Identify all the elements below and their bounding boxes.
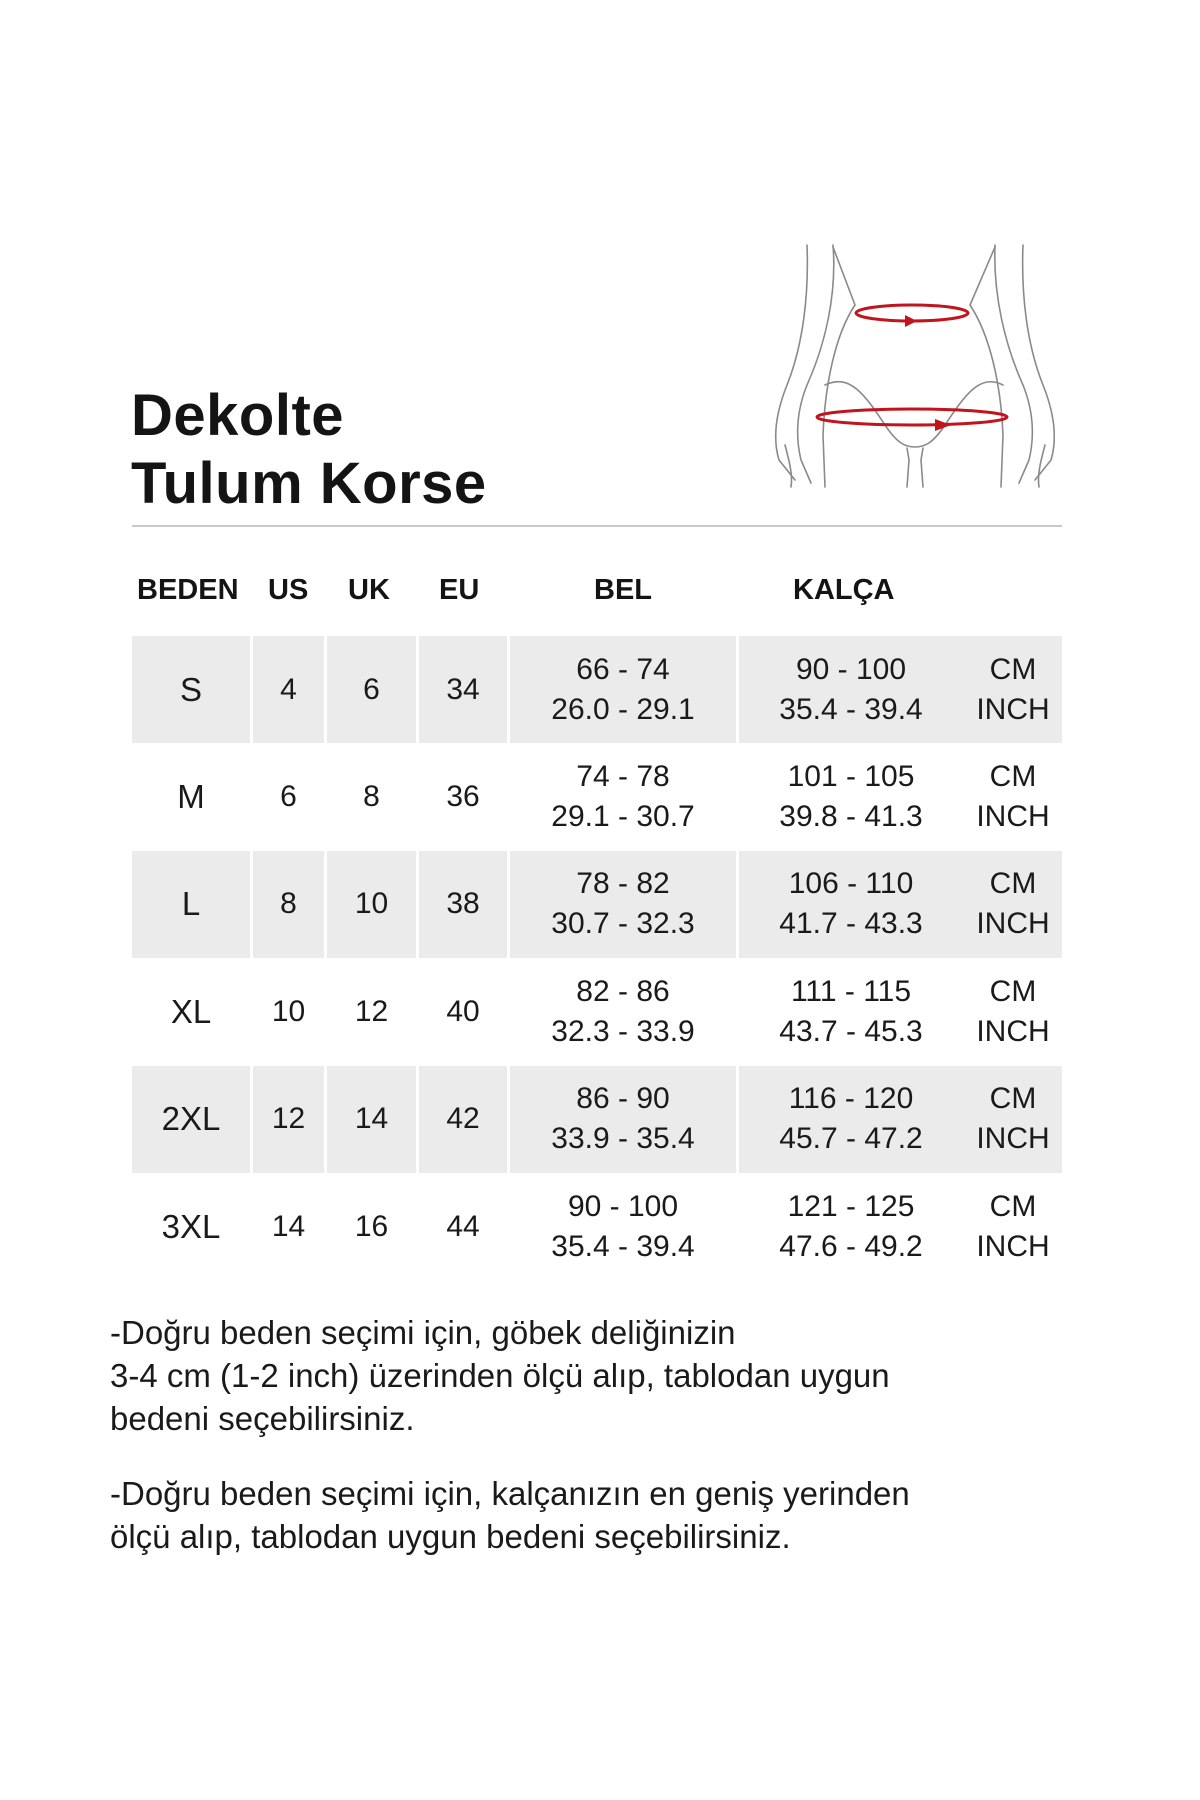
note-hip [110, 1472, 1110, 1558]
cell-kalca [739, 958, 1062, 1065]
cell-us: 14 [271, 1209, 306, 1243]
unit-cm: CM [989, 1082, 1037, 1116]
note-waist [110, 1311, 1110, 1440]
cell-us: 12 [253, 1066, 324, 1173]
kalca-inch: 45.7 - 47.2 [779, 1122, 923, 1156]
note-line: 3-4 cm (1-2 inch) üzerinden ölçü alıp, tablodan uygun [110, 1357, 890, 1394]
table-row [132, 851, 1062, 958]
size-table [132, 636, 1062, 1280]
note-line: ölçü alıp, tablodan uygun bedeni seçebilirsiniz. [110, 1518, 791, 1555]
cell-uk: 14 [327, 1066, 416, 1173]
cell-kalca [739, 743, 1062, 850]
cell-size: L [132, 851, 250, 958]
cell-size: S [132, 636, 250, 743]
table-header [0, 574, 1200, 614]
header-us: US [268, 574, 309, 606]
bel-cm: 66 - 74 [576, 652, 670, 686]
title-line-1: Dekolte [131, 383, 345, 448]
cell-bel [510, 958, 736, 1065]
waist-arrow-icon [905, 315, 917, 327]
table-row [132, 958, 1062, 1065]
unit-inch: INCH [976, 692, 1050, 726]
cell-eu: 42 [419, 1066, 507, 1173]
title-divider [132, 525, 1062, 527]
kalca-inch: 47.6 - 49.2 [779, 1229, 923, 1263]
header-uk: UK [348, 574, 390, 606]
cell-kalca [739, 636, 1062, 743]
note-line: bedeni seçebilirsiniz. [110, 1400, 415, 1437]
cell-size: 3XL [161, 1207, 221, 1245]
kalca-inch: 39.8 - 41.3 [779, 800, 923, 834]
cell-bel [510, 636, 736, 743]
cell-bel [510, 851, 736, 958]
cell-bel [510, 743, 736, 850]
cell-us: 8 [253, 851, 324, 958]
kalca-inch: 43.7 - 45.3 [779, 1014, 923, 1048]
header-bel: BEL [594, 574, 652, 606]
cell-eu: 40 [446, 994, 480, 1028]
table-row [132, 743, 1062, 850]
cell-us: 6 [280, 780, 297, 814]
header-eu: EU [439, 574, 480, 606]
kalca-inch: 35.4 - 39.4 [779, 692, 923, 726]
table-row [132, 1066, 1062, 1173]
body-measurement-icon [765, 235, 1055, 490]
kalca-cm: 101 - 105 [787, 760, 915, 794]
cell-eu: 38 [419, 851, 507, 958]
unit-inch: INCH [976, 1122, 1050, 1156]
unit-cm: CM [989, 974, 1037, 1008]
cell-us: 4 [253, 636, 324, 743]
unit-inch: INCH [976, 800, 1050, 834]
cell-bel [510, 1066, 736, 1173]
bel-cm: 82 - 86 [576, 974, 670, 1008]
bel-cm: 78 - 82 [576, 867, 670, 901]
bel-inch: 29.1 - 30.7 [551, 800, 695, 834]
cell-kalca [739, 1066, 1062, 1173]
unit-cm: CM [989, 760, 1037, 794]
unit-inch: INCH [976, 1014, 1050, 1048]
bel-inch: 33.9 - 35.4 [551, 1122, 695, 1156]
product-title [131, 382, 487, 518]
note-line: -Doğru beden seçimi için, kalçanızın en geniş yerinden [110, 1475, 910, 1512]
kalca-cm: 90 - 100 [795, 652, 907, 686]
table-row [132, 636, 1062, 743]
unit-cm: CM [989, 867, 1037, 901]
cell-size: 2XL [132, 1066, 250, 1173]
unit-cm: CM [989, 652, 1037, 686]
note-line: -Doğru beden seçimi için, göbek deliğinizin [110, 1314, 736, 1351]
kalca-cm: 116 - 120 [788, 1082, 914, 1116]
bel-cm: 86 - 90 [576, 1082, 670, 1116]
bel-cm: 74 - 78 [576, 760, 670, 794]
cell-size: M [177, 778, 205, 816]
header-size: BEDEN [137, 574, 239, 606]
cell-bel [510, 1173, 736, 1280]
cell-eu: 34 [419, 636, 507, 743]
unit-inch: INCH [976, 907, 1050, 941]
cell-eu: 44 [446, 1209, 480, 1243]
bel-inch: 30.7 - 32.3 [551, 907, 695, 941]
cell-uk: 12 [354, 994, 389, 1028]
cell-uk: 8 [363, 780, 380, 814]
header-kalca: KALÇA [793, 574, 895, 606]
cell-kalca [739, 851, 1062, 958]
bel-inch: 35.4 - 39.4 [551, 1229, 695, 1263]
table-row [132, 1173, 1062, 1280]
cell-size: XL [170, 992, 212, 1030]
cell-kalca [739, 1173, 1062, 1280]
title-line-2: Tulum Korse [131, 451, 487, 516]
kalca-cm: 111 - 115 [790, 974, 912, 1008]
cell-uk: 10 [327, 851, 416, 958]
unit-cm: CM [989, 1189, 1037, 1223]
cell-uk: 6 [327, 636, 416, 743]
bel-cm: 90 - 100 [567, 1189, 679, 1223]
bel-inch: 26.0 - 29.1 [551, 692, 695, 726]
cell-uk: 16 [354, 1209, 389, 1243]
cell-us: 10 [271, 994, 306, 1028]
cell-eu: 36 [446, 780, 480, 814]
kalca-cm: 106 - 110 [788, 867, 914, 901]
bel-inch: 32.3 - 33.9 [551, 1014, 695, 1048]
kalca-inch: 41.7 - 43.3 [779, 907, 923, 941]
unit-inch: INCH [976, 1229, 1050, 1263]
kalca-cm: 121 - 125 [787, 1189, 915, 1223]
